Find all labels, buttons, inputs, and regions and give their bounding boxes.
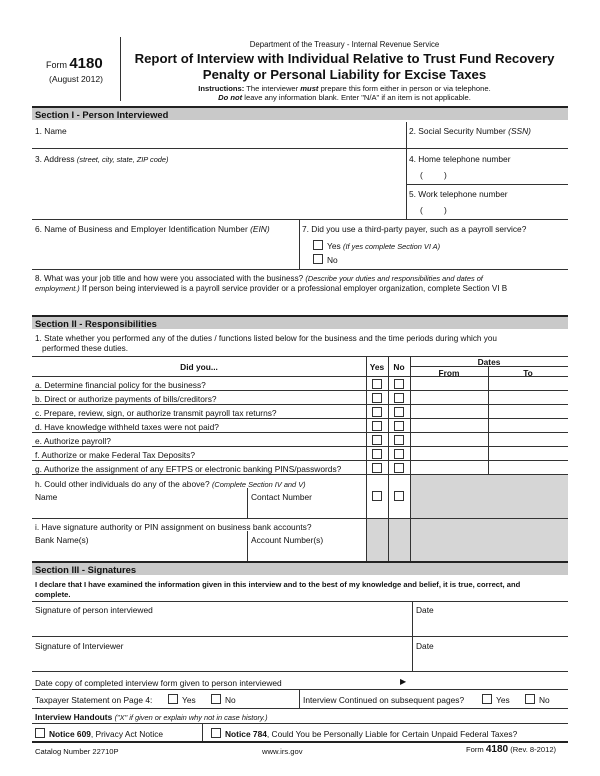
- form-title-line2: Penalty or Personal Liability for Excise Taxes: [202, 67, 487, 82]
- duty-row-e: e. Authorize payroll?: [35, 436, 111, 446]
- section-1-header: Section I - Person Interviewed: [32, 106, 568, 120]
- continued-yes-label: Yes: [496, 695, 510, 705]
- dates-shaded-i: [411, 519, 568, 562]
- form-word: Form: [46, 60, 67, 70]
- section-2-header: Section II - Responsibilities: [32, 315, 568, 329]
- other-name-field[interactable]: [32, 503, 246, 517]
- taxpayer-statement-no-checkbox[interactable]: [211, 694, 221, 704]
- form-title: [121, 51, 568, 83]
- work-phone-label: 5. Work telephone number: [409, 189, 508, 199]
- continued-yes-checkbox[interactable]: [482, 694, 492, 704]
- date2-field[interactable]: [413, 651, 568, 671]
- notice-609-checkbox[interactable]: [35, 728, 45, 738]
- home-phone-paren-close: ): [444, 170, 447, 180]
- home-phone-paren-open: (: [420, 170, 423, 180]
- account-number-label: Account Number(s): [251, 535, 324, 545]
- instructions-line1: Instructions: The interviewer must prepare this form either in person or via telephone.: [198, 84, 491, 93]
- other-name-label: Name: [35, 492, 58, 502]
- third-party-yes-checkbox[interactable]: [313, 240, 323, 250]
- duty-row-b: b. Direct or authorize payments of bills/creditors?: [35, 394, 217, 404]
- signature-person-label: Signature of person interviewed: [35, 605, 153, 615]
- other-individuals-yes-checkbox[interactable]: [372, 491, 382, 501]
- duty-g-no-checkbox[interactable]: [394, 463, 404, 473]
- duty-c-no-checkbox[interactable]: [394, 407, 404, 417]
- bank-authority-question: i. Have signature authority or PIN assignment on business bank accounts?: [35, 522, 312, 532]
- other-contact-label: Contact Number: [251, 492, 312, 502]
- duty-a-yes-checkbox[interactable]: [372, 379, 382, 389]
- duty-c-yes-checkbox[interactable]: [372, 407, 382, 417]
- responsibilities-intro: 1. State whether you performed any of the duties / functions listed below for the business and the time periods during which you performed these duties.: [35, 334, 497, 353]
- duty-d-no-checkbox[interactable]: [394, 421, 404, 431]
- column-no: No: [393, 362, 405, 372]
- duty-a-no-checkbox[interactable]: [394, 379, 404, 389]
- declaration-text: I declare that I have examined the information given in this interview and to the best of my knowledge and belief, it is true, correct, and complete.: [35, 580, 521, 599]
- instructions-label: Instructions:: [198, 84, 245, 93]
- third-party-label: 7. Did you use a third-party payer, such as a payroll service?: [302, 224, 527, 234]
- duty-f-no-checkbox[interactable]: [394, 449, 404, 459]
- column-from: From: [438, 368, 460, 378]
- job-title-question: 8. What was your job title and how were you associated with the business? (Describe your duties and responsibilities and dates of employment.) If person being interviewed is a payroll service provider or a professional employer organization, complete Section VI B: [35, 274, 508, 293]
- work-phone-paren-open: (: [420, 205, 423, 215]
- notice-609-label: Notice 609, Privacy Act Notice: [49, 729, 164, 739]
- home-phone-field[interactable]: [407, 165, 568, 183]
- third-party-yes-label: Yes (If yes complete Section VI A): [327, 241, 441, 251]
- continued-no-label: No: [539, 695, 550, 705]
- instructions-line2: Do not leave any information blank. Enter "N/A" if an item is not applicable.: [218, 93, 471, 102]
- ssn-label: 2. Social Security Number (SSN): [409, 126, 531, 136]
- duty-g-yes-checkbox[interactable]: [372, 463, 382, 473]
- signature-interviewer-label: Signature of Interviewer: [35, 641, 124, 651]
- taxpayer-statement-label: Taxpayer Statement on Page 4:: [35, 695, 153, 705]
- duty-row-c: c. Prepare, review, sign, or authorize transmit payroll tax returns?: [35, 408, 277, 418]
- bank-name-field[interactable]: [32, 546, 246, 561]
- duty-b-yes-checkbox[interactable]: [372, 393, 382, 403]
- ssn-field[interactable]: [407, 122, 568, 148]
- dates-shaded-h: [411, 475, 568, 518]
- arrow-icon: ▶: [400, 677, 407, 686]
- bank-name-label: Bank Name(s): [35, 535, 89, 545]
- catalog-number: Catalog Number 22710P: [35, 747, 119, 756]
- continued-label: Interview Continued on subsequent pages?: [303, 695, 465, 705]
- signature-person-field[interactable]: [32, 615, 410, 635]
- section-3-header: Section III - Signatures: [32, 561, 568, 575]
- duty-row-a: a. Determine financial policy for the business?: [35, 380, 206, 390]
- form-id-box: [32, 38, 120, 100]
- notice-784-label: Notice 784, Could You be Personally Liable for Certain Unpaid Federal Taxes?: [225, 729, 518, 739]
- date1-label: Date: [416, 605, 434, 615]
- taxpayer-statement-no-label: No: [225, 695, 236, 705]
- duty-row-g: g. Authorize the assignment of any EFTPS or electronic banking PINS/passwords?: [35, 464, 342, 474]
- column-dates: Dates: [477, 357, 501, 367]
- duty-b-no-checkbox[interactable]: [394, 393, 404, 403]
- date1-field[interactable]: [413, 615, 568, 635]
- address-label: 3. Address (street, city, state, ZIP code): [35, 154, 169, 164]
- duty-e-yes-checkbox[interactable]: [372, 435, 382, 445]
- notice-784-checkbox[interactable]: [211, 728, 221, 738]
- work-phone-paren-close: ): [444, 205, 447, 215]
- duty-row-f: f. Authorize or make Federal Tax Deposits?: [35, 450, 195, 460]
- column-did-you: Did you...: [180, 362, 218, 372]
- name-label: 1. Name: [35, 126, 67, 136]
- business-ein-field[interactable]: [32, 234, 298, 268]
- other-individuals-no-checkbox[interactable]: [394, 491, 404, 501]
- form-number: 4180: [69, 55, 103, 72]
- footer-form-id: Form 4180 (Rev. 8-2012): [466, 744, 557, 755]
- date2-label: Date: [416, 641, 434, 651]
- taxpayer-statement-yes-label: Yes: [182, 695, 196, 705]
- copy-date-field[interactable]: [413, 672, 568, 689]
- name-field[interactable]: [32, 122, 406, 148]
- business-ein-label: 6. Name of Business and Employer Identification Number (EIN): [35, 224, 270, 234]
- department-name: Department of the Treasury - Internal Revenue Service: [249, 40, 440, 49]
- third-party-no-checkbox[interactable]: [313, 254, 323, 264]
- column-to: To: [523, 368, 533, 378]
- home-phone-label: 4. Home telephone number: [409, 154, 511, 164]
- handouts-label: Interview Handouts ("X" if given or explain why not in case history.): [35, 712, 268, 722]
- account-number-field[interactable]: [248, 546, 365, 561]
- irs-website: www.irs.gov: [262, 747, 303, 756]
- job-title-field[interactable]: [32, 295, 568, 314]
- copy-date-label: Date copy of completed interview form given to person interviewed: [35, 678, 282, 688]
- address-field[interactable]: [32, 149, 406, 219]
- duty-row-d: d. Have knowledge withheld taxes were not paid?: [35, 422, 219, 432]
- duty-f-yes-checkbox[interactable]: [372, 449, 382, 459]
- form-title-line1: Report of Interview with Individual Relative to Trust Fund Recovery: [134, 51, 555, 66]
- other-contact-field[interactable]: [248, 503, 365, 517]
- continued-no-checkbox[interactable]: [525, 694, 535, 704]
- duty-e-no-checkbox[interactable]: [394, 435, 404, 445]
- signature-interviewer-field[interactable]: [32, 651, 410, 671]
- taxpayer-statement-yes-checkbox[interactable]: [168, 694, 178, 704]
- third-party-no-label: No: [327, 255, 338, 265]
- work-phone-field[interactable]: [407, 200, 568, 218]
- other-individuals-question: h. Could other individuals do any of the above? (Complete Section IV and V): [35, 479, 306, 489]
- column-yes: Yes: [369, 362, 385, 372]
- form-date: (August 2012): [49, 74, 103, 84]
- duty-d-yes-checkbox[interactable]: [372, 421, 382, 431]
